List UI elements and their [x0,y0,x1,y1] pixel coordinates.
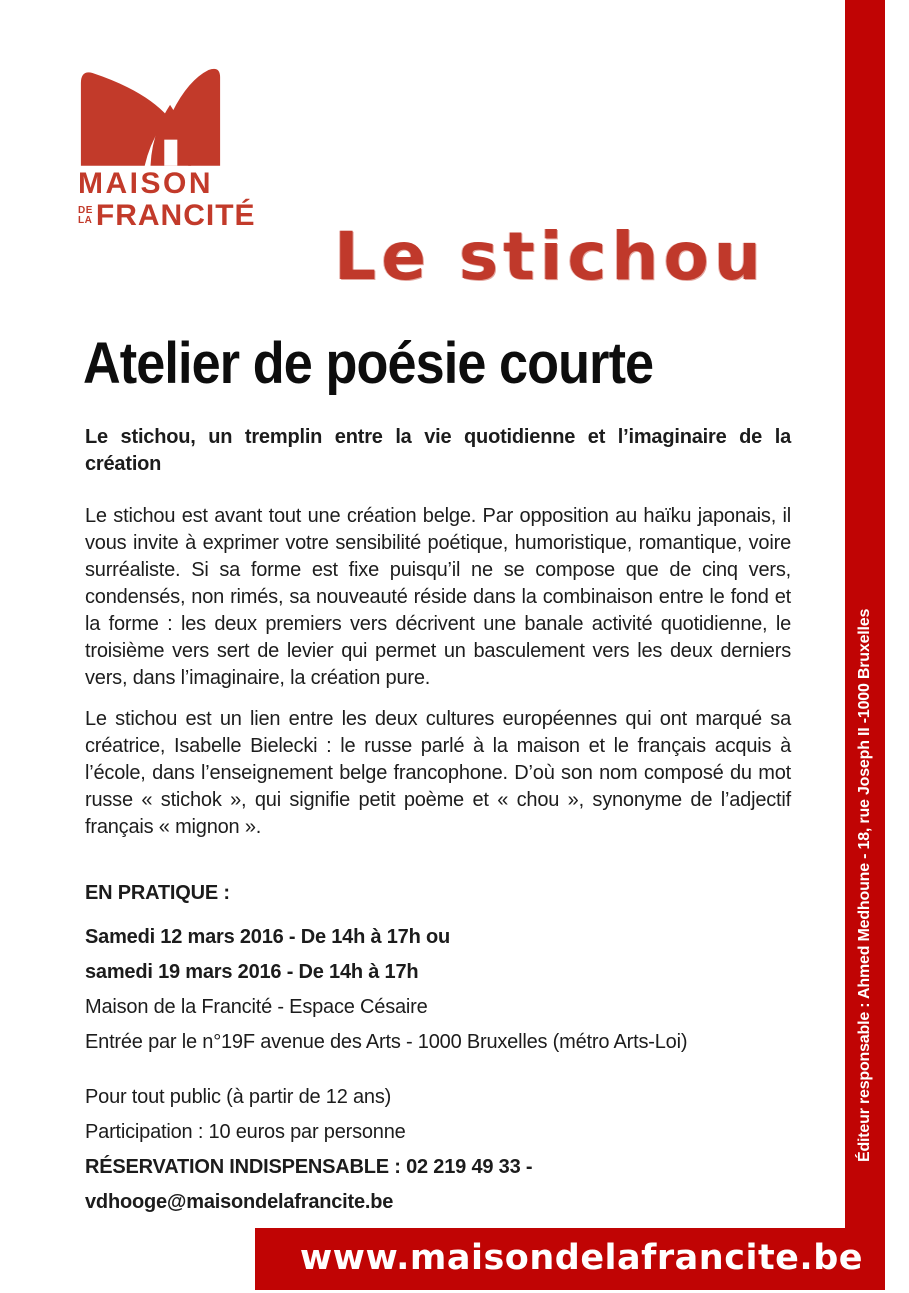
logo-text-maison: MAISON [78,167,213,200]
logo-text-de-la: DE LA [78,205,93,226]
paragraph-description: Le stichou est avant tout une création belge. Par opposition au haïku japonais, il vous invite à exprimer votre sensibilité poétique, humoristique, romantique, voire surréaliste. Si sa forme est fixe puisqu’il ne se compose que de cinq vers, condensés, non rimés, sa nouveauté réside dans la combinaison entre le fond et la forme : les deux premiers vers décrivent une banale activité quotidienne, le troisième vers sert de levier qui permet un basculement vers les deux derniers vers, dans l’imaginaire, la création pure. [85,505,791,689]
venue-line: Maison de la Francité - Espace Césaire [85,996,428,1018]
paragraph-origin: Le stichou est un lien entre les deux cultures européennes qui ont marqué sa créatrice, Isabelle Bielecki : le russe parlé à la maison et le français acquis à l’école, dans l’enseignement belge francophone. D’où son nom composé du mot russe « stichok », qui signifie petit poème et « chou », synonyme de l’adjectif français « mignon ». [85,708,791,838]
intro-bold-text: Le stichou, un tremplin entre la vie quotidienne et l’imaginaire de la création [85,426,791,475]
logo-m-house-icon [78,64,223,166]
fee-line: Participation : 10 euros par personne [85,1121,406,1143]
website-url: www.maisondelafrancite.be [299,1238,863,1278]
logo-text-francite: FRANCITÉ [95,199,256,232]
footer-red-bar [255,1228,885,1290]
flyer-title: Le stichou [334,218,766,295]
workshop-heading: Atelier de poésie courte [83,331,654,396]
audience-line: Pour tout public (à partir de 12 ans) [85,1086,392,1108]
editor-responsible-vertical-text: Éditeur responsable : Ahmed Medhoune - 18, rue Joseph II -1000 Bruxelles [856,608,873,1162]
date-option-1: Samedi 12 mars 2016 - De 14h à 17h ou [85,926,451,948]
maison-francite-logo [78,64,256,232]
practical-info-section [85,876,805,1220]
entrance-line: Entrée par le n°19F avenue des Arts - 1000 Bruxelles (métro Arts-Loi) [85,1031,688,1053]
body-text-column [85,424,791,841]
practical-heading: EN PRATIQUE : [85,882,230,904]
reservation-line: RÉSERVATION INDISPENSABLE : 02 219 49 33 - vdhooge@maisondelafrancite.be [85,1156,533,1213]
date-option-2: samedi 19 mars 2016 - De 14h à 17h [85,961,419,983]
